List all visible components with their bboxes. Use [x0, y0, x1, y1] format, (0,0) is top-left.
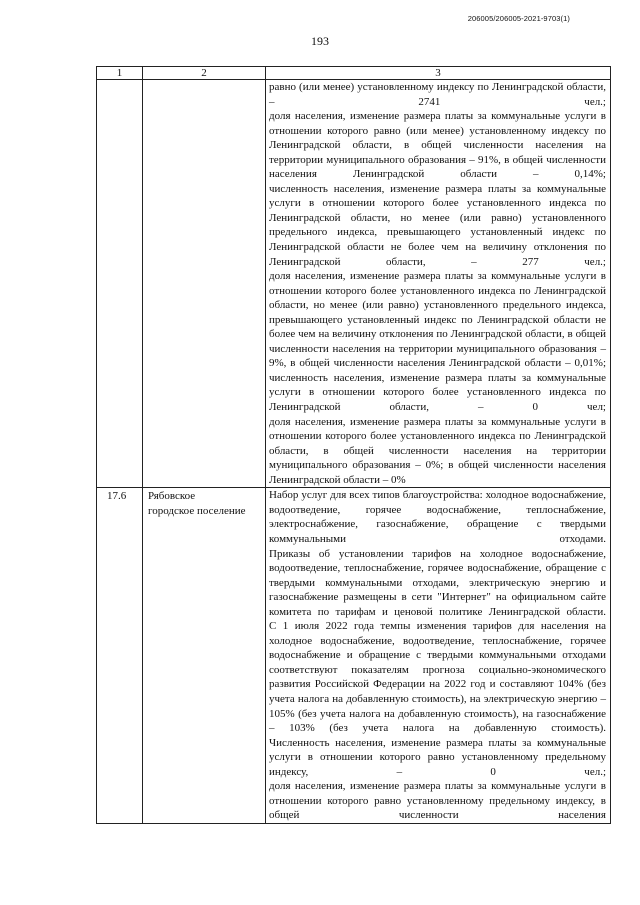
table-row-17-6	[97, 488, 611, 824]
paragraph: равно (или менее) установленному индексу по Ленинградской области, – 2741 чел.;	[269, 81, 606, 108]
settlement-name-line1: Рябовское	[148, 490, 196, 503]
table-row-continued	[97, 80, 611, 488]
column-header-3: 3	[266, 67, 611, 80]
settlement-name-line2: городское поселение	[148, 504, 246, 517]
table-header-row	[97, 67, 611, 80]
cell-name-empty	[143, 80, 266, 488]
paragraph: численность населения, изменение размера платы за коммунальные услуги в отношении которого более установленного индекса по Ленинградской области, но менее (или равно) установленного предельного индекса, превышающего установленный индекс по Ленинградской области не более чем на величину отклонения по Ленинградской области, – 277 чел.;	[269, 182, 606, 268]
cell-description	[266, 488, 611, 824]
cell-description	[266, 80, 611, 488]
paragraph: доля населения, изменение размера платы за коммунальные услуги в отношении которого равно установленному предельному индексу, в общей численности населения	[269, 780, 606, 822]
document-code: 206005/206005-2021-9703(1)	[467, 14, 570, 23]
paragraph: численность населения, изменение размера платы за коммунальные услуги в отношении которого более установленного индекса по Ленинградской области, – 0 чел;	[269, 371, 606, 414]
page-number: 193	[311, 34, 329, 48]
paragraph: доля населения, изменение размера платы за коммунальные услуги в отношении которого более установленного индекса по Ленинградской области, в общей численности населения на территории муниципального образования – 0%; в общей численности населения Ленинградской области – 0%	[269, 415, 606, 486]
document-table	[96, 66, 611, 824]
paragraph: доля населения, изменение размера платы за коммунальные услуги в отношении которого равно (или менее) установленному индексу по Ленинградской области, в общей численности населения на территории муниципального образования – 91%, в общей численности населения Ленинградской области – 0,14%;	[269, 110, 606, 181]
paragraph: Набор услуг для всех типов благоустройства: холодное водоснабжение, водоотведение, горячее водоснабжение, теплоснабжение, электроснабжение, газоснабжение, обращение с твердыми коммунальными отходами.	[269, 489, 606, 545]
column-header-1: 1	[97, 67, 143, 80]
paragraph: доля населения, изменение размера платы за коммунальные услуги в отношении которого более установленного индекса по Ленинградской области, но менее (или равно) установленного предельного индекса, превышающего установленный индекс по Ленинградской области не более чем на величину отклонения по Ленинградской области, в общей численности населения на территории муниципального образования – 9%, в общей численности населения Ленинградской области – 0,01%;	[269, 270, 606, 370]
paragraph: Приказы об установлении тарифов на холодное водоснабжение, водоотведение, теплоснабжение, горячее водоснабжение, обращение с твердыми коммунальными отходами, электрическую энергию и газоснабжение размещены в сети "Интернет" на официальном сайте комитета по тарифам и ценовой политике Ленинградской области.	[269, 547, 606, 618]
cell-number-empty	[97, 80, 143, 488]
cell-number	[97, 488, 143, 824]
cell-name	[143, 488, 266, 824]
settlement-name	[143, 488, 265, 518]
paragraph: Численность населения, изменение размера платы за коммунальные услуги в отношении которого равно установленному предельному индексу, – 0 чел.;	[269, 736, 606, 778]
paragraph: С 1 июля 2022 года темпы изменения тарифов для населения на холодное водоснабжение, водоотведение, теплоснабжение, горячее водоснабжение и обращение с твердыми коммунальными отходами соответствуют показателям прогноза социально-экономического развития Российской Федерации на 2022 год и составляют 104% (без учета налога на добавленную стоимость), на электрическую энергию – 105% (без учета налога на добавленную стоимость), на газоснабжение – 103% (без учета налога на добавленную стоимость).	[269, 620, 606, 735]
column-header-2: 2	[143, 67, 266, 80]
row-number: 17.6	[107, 490, 127, 503]
